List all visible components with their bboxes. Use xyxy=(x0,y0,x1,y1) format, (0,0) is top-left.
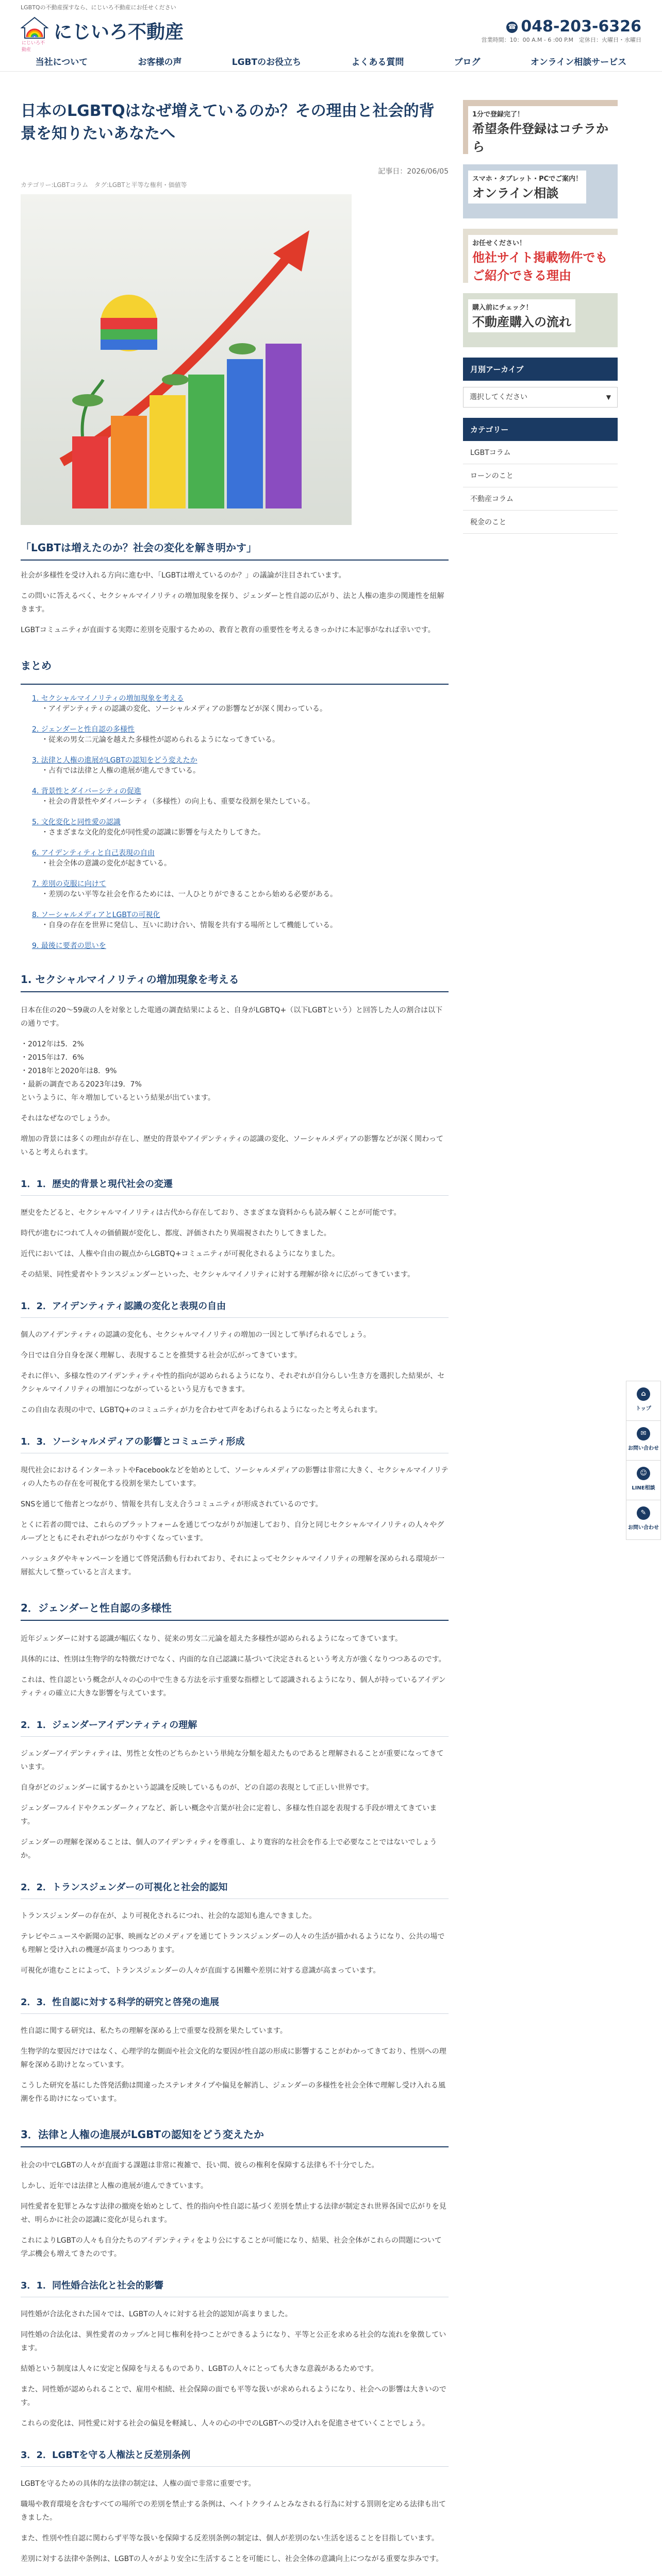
toc-desc: ・さまざまな文化的変化が同性愛の認識に影響を与えたりしてきた。 xyxy=(41,828,265,837)
toc-desc: ・従来の男女二元論を越えた多様性が認められるようになってきている。 xyxy=(41,736,279,744)
category-title: カテゴリー xyxy=(463,418,618,441)
logo[interactable] xyxy=(21,16,184,53)
section-heading: 3．2．LGBTを守る人権法と反差別条例 xyxy=(21,2448,449,2467)
section-paragraph: 差別に対する法律や条例は、LGBTの人々がより安全に生活することを可能にし、社会全体の意識向上につながる重要な歩みです。 xyxy=(21,2555,443,2563)
toc-link[interactable]: 7. 差別の克服に向けて xyxy=(32,880,106,888)
section-paragraph: 今日では自分自身を深く理解し、表現することを推奨する社会が広がってきています。 xyxy=(21,1351,302,1360)
home-icon: ⌂ xyxy=(637,1387,650,1401)
section-heading: 1．3．ソーシャルメディアの影響とコミュニティ形成 xyxy=(21,1434,449,1453)
nav-item-5[interactable]: オンライン相談サービス xyxy=(530,57,627,67)
section-paragraph: 生物学的な要因だけではなく、心理学的な側面や社会文化的な要因が性自認の形成に影響することがわかってきており、性別への理解を深める助けとなっています。 xyxy=(21,2047,446,2069)
toc-link[interactable]: 1. セクシャルマイノリティの増加現象を考える xyxy=(32,694,184,703)
phone-number[interactable] xyxy=(482,18,641,36)
toc-title: まとめ xyxy=(21,659,52,672)
section-paragraph: 社会の中でLGBTの人々が直面する課題は非常に複雑で、長い間、彼らの権利を保障する法律も不十分でした。 xyxy=(21,2161,379,2170)
lead-paragraph: 社会が多様性を受け入れる方向に進む中、「LGBTは増えているのか？」の議論が注目されています。 xyxy=(21,571,346,580)
archive-select-value: 選択してください xyxy=(470,393,527,401)
floating-label: トップ xyxy=(636,1406,651,1412)
chat-icon: ☺ xyxy=(637,1467,650,1480)
section-paragraph: トランスジェンダーの存在が、より可視化されるにつれ、社会的な認知も進んできました。 xyxy=(21,1912,317,1920)
toc-item xyxy=(21,848,449,869)
toc-item xyxy=(21,693,449,715)
section-paragraph: 増加の背景には多くの理由が存在し、歴史的背景やアイデンティティの認識の変化、ソーシャルメディアの影響などが深く関わっていると考えられます。 xyxy=(21,1135,443,1157)
toc-link[interactable]: 6. アイデンティティと自己表現の自由 xyxy=(32,849,155,857)
section-paragraph: 同性婚の合法化は、異性愛者のカップルと同じ権利を持つことができるようになり、平等と公正を求める社会的な流れを象徴しています。 xyxy=(21,2331,446,2352)
floating-button[interactable] xyxy=(626,1420,661,1461)
banner-headline: 希望条件登録はコチラから xyxy=(472,122,608,154)
article xyxy=(21,100,449,2576)
floating-button[interactable] xyxy=(626,1460,661,1500)
tagline: LGBTQの不動産探すなら、にじいろ不動産にお任せください xyxy=(21,4,176,11)
section-paragraph: 近代においては、人権や自由の観点からLGBTQ+コミュニティが可視化されるようになりました。 xyxy=(21,1250,340,1258)
logo-subtext: にじいろ不動産 xyxy=(22,41,45,53)
section-paragraph: ・2012年は5．2% ・2015年は7．6% ・2018年と2020年は8．9% ・最新の調査である2023年は9．7% というように、年々増加しているという結果が出ています。 xyxy=(21,1040,215,1102)
section-heading: 2．1．ジェンダーアイデンティティの理解 xyxy=(21,1718,449,1737)
section-paragraph: これは、性自認という概念が人々の心の中で生きる方法を示す重要な指標として認識されるようになり、個人が持っているアイデンティティの確立に大きな影響を与えています。 xyxy=(21,1676,446,1698)
banner-text xyxy=(468,299,575,332)
article-categories[interactable]: カテゴリー:LGBTコラム タグ:LGBTと平等な権利・価値等 xyxy=(21,181,187,189)
section-paragraph: ジェンダーアイデンティティは、男性と女性のどちらかという単純な分類を超えたものであると理解されることが重要になってきています。 xyxy=(21,1750,444,1771)
mail-icon: ✉ xyxy=(637,1427,650,1440)
section-paragraph: 同性愛者を犯罪とみなす法律の撤廃を始めとして、性的指向や性自認に基づく差別を禁止する法律が制定され世界各国で広がりを見せ、明らかに社会の認識に変化が見られます。 xyxy=(21,2202,446,2224)
section-paragraph: ジェンダーの理解を深めることは、個人のアイデンティティを尊重し、より寛容的な社会を作る上で必要なことではないでしょうか。 xyxy=(21,1838,437,1860)
floating-label: お問い合わせ xyxy=(628,1525,659,1531)
toc-item xyxy=(21,940,449,951)
section-paragraph: また、性別や性自認に関わらず平等な扱いを保障する反差別条例の制定は、個人が差別のない生活を送ることを目指しています。 xyxy=(21,2534,439,2543)
toc-item xyxy=(21,724,449,745)
section-paragraph: SNSを通じて他者とつながり、情報を共有し支え合うコミュニティが形成されているのです。 xyxy=(21,1500,323,1509)
article-date: 記事日：2026/06/05 xyxy=(378,167,449,176)
lead-heading: 「LGBTは増えたのか？社会の変化を解き明かす」 xyxy=(21,541,257,554)
toc-item xyxy=(21,817,449,838)
toc-desc: ・アイデンティティの認識の変化、ソーシャルメディアの影響などが深く関わっている。 xyxy=(41,705,327,713)
banner-kicker: スマホ・タブレット・PCでご案内！ xyxy=(472,175,583,183)
sidebar xyxy=(463,100,618,534)
section-paragraph: 日本在住の20〜59歳の人を対象とした電通の調査結果によると、自身がLGBTQ+（以下LGBTという）と回答した人の割合は以下の通りです。 xyxy=(21,1006,442,1028)
section-paragraph: ハッシュタグやキャンペーンを通じて啓発活動も行われており、それによってセクシャルマイノリティの理解を深められる環境が一層拡大して整っていると言えます。 xyxy=(21,1555,445,1577)
banner-headline: 他社サイト掲載物件でもご紹介できる理由 xyxy=(472,250,608,283)
sidebar-banner[interactable] xyxy=(463,293,618,347)
brand-name: にじいろ不動産 xyxy=(54,21,184,43)
floating-label: LINE相談 xyxy=(632,1485,655,1491)
header xyxy=(0,14,662,53)
lead-body xyxy=(21,569,449,637)
section-paragraph: 近年ジェンダーに対する認識が幅広くなり、従来の男女二元論を超えた多様性が認められるようになってきています。 xyxy=(21,1635,403,1643)
banner-kicker: お任せください！ xyxy=(472,240,526,247)
global-nav xyxy=(0,50,662,72)
archive-title: 月別アーカイブ xyxy=(463,358,618,381)
section-paragraph: しかし、近年では法律と人権の進展が進んできています。 xyxy=(21,2182,208,2190)
chevron-down-icon: ▼ xyxy=(606,394,611,401)
section-heading: 2．2．トランスジェンダーの可視化と社会的認知 xyxy=(21,1880,449,1899)
rainbow-house-icon xyxy=(21,16,48,53)
toc-item xyxy=(21,878,449,900)
nav-item-3[interactable]: よくある質問 xyxy=(351,57,404,67)
banner-headline: オンライン相談 xyxy=(472,186,559,200)
toc-link[interactable]: 9. 最後に要者の思いを xyxy=(32,942,106,950)
table-of-contents xyxy=(21,657,449,951)
sidebar-banner[interactable] xyxy=(463,164,618,218)
form-icon: ✎ xyxy=(637,1506,650,1520)
banner-text xyxy=(468,171,586,204)
category-link[interactable]: LGBTコラム xyxy=(463,441,618,464)
section-paragraph: テレビやニュースや新聞の記事、映画などのメディアを通じてトランスジェンダーの人々の生活が描かれるようになり、公共の場でも理解と受け入れの機運が高まりつつあります。 xyxy=(21,1933,445,1954)
section-paragraph: 個人のアイデンティティの認識の変化も、セクシャルマイノリティの増加の一因として挙げられるでしょう。 xyxy=(21,1331,371,1339)
divider xyxy=(21,684,449,685)
banner-headline: 不動産購入の流れ xyxy=(472,315,571,329)
section-paragraph: 結婚という制度は人々に安定と保障を与えるものであり、LGBTの人々にとっても大きな意義があるためです。 xyxy=(21,2365,378,2373)
toc-item xyxy=(21,909,449,931)
contact xyxy=(482,18,641,44)
section-heading: 1．2．アイデンティティ認識の変化と表現の自由 xyxy=(21,1299,449,1318)
section-paragraph: 自身がどのジェンダーに属するかという認識を反映しているものが、どの自認の表現として正しい世界です。 xyxy=(21,1784,374,1792)
sidebar-banner[interactable] xyxy=(463,229,618,283)
hero-image xyxy=(21,194,352,525)
section-paragraph: 可視化が進むことによって、トランスジェンダーの人々が直面する困難や差別に対する意識が高まっています。 xyxy=(21,1967,380,1975)
topbar xyxy=(0,0,662,14)
section-heading: 3．法律と人権の進展がLGBTの認知をどう変えたか xyxy=(21,2126,449,2147)
phone-text: 048-203-6326 xyxy=(521,18,641,36)
banner-text xyxy=(468,106,618,154)
category-link[interactable]: ローンのこと xyxy=(463,464,618,487)
toc-item xyxy=(21,755,449,776)
section-paragraph: その結果、同性愛者やトランスジェンダーといった、セクシャルマイノリティに対する理解が徐々に広がってきています。 xyxy=(21,1270,415,1279)
nav-item-0[interactable]: 当社について xyxy=(35,57,88,67)
section-heading: 2．3．性自認に対する科学的研究と啓発の進展 xyxy=(21,1995,449,2014)
section-paragraph: それはなぜなのでしょうか。 xyxy=(21,1114,114,1123)
divider xyxy=(21,560,449,561)
banner-kicker: 1分で登録完了！ xyxy=(472,111,524,118)
phone-icon: ☎ xyxy=(506,22,518,33)
floating-button[interactable] xyxy=(626,1381,661,1421)
section-paragraph: こうした研究を基にした啓発活動は間違ったステレオタイプや偏見を解消し、ジェンダーの多様性を社会全体で理解し受け入れる風潮を作る助けになっています。 xyxy=(21,2081,445,2103)
floating-button[interactable] xyxy=(626,1500,661,1540)
floating-menu xyxy=(626,1381,660,1539)
lead-paragraph: この問いに答えるべく、セクシャルマイノリティの増加現象を探り、ジェンダーと性自認の広がり、法と人権の進歩の関連性を紐解きます。 xyxy=(21,592,444,614)
section-paragraph: それに伴い、多様な性のアイデンティティや性的指向が認められるようになり、それぞれが自分らしい生き方を選択した結果が、セクシャルマイノリティの増加につながっているという見方もできます。 xyxy=(21,1372,445,1394)
toc-item xyxy=(21,786,449,807)
toc-desc: ・自身の存在を世界に発信し、互いに助け合い、情報を共有する場所として機能している。 xyxy=(41,921,337,929)
business-hours: 営業時間：10：00 A.M - 6 :00 P.M 定休日：火曜日・水曜日 xyxy=(481,37,641,43)
toc-link[interactable]: 8. ソーシャルメディアとLGBTの可視化 xyxy=(32,911,160,919)
nav-item-2[interactable]: LGBTのお役立ち xyxy=(231,57,302,67)
toc-desc: ・社会全体の意識の変化が起きている。 xyxy=(41,859,171,868)
section-paragraph: これによりLGBTの人々も自分たちのアイデンティティをより公にすることが可能になり、結果、社会全体がこれらの問題について学ぶ機会も増えてきたのです。 xyxy=(21,2236,442,2258)
toc-link[interactable]: 5. 文化変化と同性愛の認識 xyxy=(32,818,121,826)
article-title: 日本のLGBTQはなぜ増えているのか？その理由と社会的背景を知りたいあなたへ xyxy=(21,102,435,143)
section-paragraph: 職場や教育環境を含むすべての場所での差別を禁止する条例は、ヘイトクライムとみなされる行為に対する罰則を定める法律も出てきました。 xyxy=(21,2500,446,2522)
section-paragraph: 具体的には、性別は生物学的な特徴だけでなく、内面的な自己認識に基づいて決定されるという考え方が強くなりつつあるのです。 xyxy=(21,1655,446,1664)
toc-link[interactable]: 4. 背景性とダイバーシティの促進 xyxy=(32,787,141,795)
toc-desc: ・占有では法律と人権の進展が進んできている。 xyxy=(41,767,200,775)
section-paragraph: 同性婚が合法化された国々では、LGBTの人々に対する社会的認知が高まりました。 xyxy=(21,2310,292,2318)
section-heading: 1．1．歴史的背景と現代社会の変遷 xyxy=(21,1177,449,1196)
archive-select[interactable] xyxy=(463,387,618,408)
rainbow-bars-illustration xyxy=(21,194,352,525)
banner-kicker: 購入前にチェック！ xyxy=(472,304,533,312)
section-heading: 1. セクシャルマイノリティの増加現象を考える xyxy=(21,971,449,992)
toc-desc: ・差別のない平等な社会を作るためには、一人ひとりができることから始める必要がある。 xyxy=(41,890,337,899)
sidebar-banner[interactable] xyxy=(463,100,618,154)
section-paragraph: 現代社会におけるインターネットやFacebookなどを始めとして、ソーシャルメディアの影響は非常に大きく、セクシャルマイノリティの人たちの存在を可視化する役割を果たしています。 xyxy=(21,1466,449,1488)
section-paragraph: また、同性婚が認められることで、雇用や相続、社会保障の面でも平等な扱いが求められるようになり、社会への影響は大きいのです。 xyxy=(21,2385,446,2407)
nav-item-1[interactable]: お客様の声 xyxy=(138,57,182,67)
floating-label: お問い合わせ xyxy=(628,1446,659,1451)
toc-link[interactable]: 3. 法律と人権の進展がLGBTの認知をどう変えたか xyxy=(32,756,197,765)
section-heading: 3．1．同性婚合法化と社会的影響 xyxy=(21,2278,449,2297)
section-paragraph: ジェンダーフルイドやクエンダークィアなど、新しい概念や言葉が社会に定着し、多様な性自認を表現する手段が増えてきています。 xyxy=(21,1804,437,1826)
category-link[interactable]: 不動産コラム xyxy=(463,487,618,511)
toc-link[interactable]: 2. ジェンダーと性自認の多様性 xyxy=(32,725,135,734)
section-paragraph: LGBTを守るための具体的な法律の制定は、人権の面で非常に重要です。 xyxy=(21,2480,256,2488)
section-paragraph: この自由な表現の中で、LGBTQ+のコミュニティが力を合わせて声をあげられるようになったと考えられます。 xyxy=(21,1406,382,1414)
section-paragraph: 時代が進むにつれて人々の価値観が変化し、都度、評価されたり異端視されたりしてきました。 xyxy=(21,1229,331,1238)
toc-desc: ・社会の背景性やダイバーシティ（多様性）の向上も、重要な役割を果たしている。 xyxy=(41,798,315,806)
nav-item-4[interactable]: ブログ xyxy=(454,57,481,67)
section-paragraph: これらの変化は、同性愛に対する社会の偏見を軽減し、人々の心の中でのLGBTへの受け入れを促進させていくことでしょう。 xyxy=(21,2419,429,2428)
section-paragraph: とくに若者の間では、これらのプラットフォームを通じてつながりが加速しており、自分と同じセクシャルマイノリティの人々やグループとともにそれぞれがつながりやすくなっています。 xyxy=(21,1521,444,1543)
lead-paragraph: LGBTコミュニティが直面する実際に差別を克服するための、教育と教育の重要性を考えるきっかけに本記事がなれば幸いです。 xyxy=(21,626,435,634)
banner-text xyxy=(468,235,618,283)
section-heading: 2．ジェンダーと性自認の多様性 xyxy=(21,1600,449,1621)
section-paragraph: 性自認に関する研究は、私たちの理解を深める上で重要な役割を果たしています。 xyxy=(21,2027,287,2035)
section-paragraph: 歴史をたどると、セクシャルマイノリティは古代から存在しており、さまざまな資料からも読み解くことが可能です。 xyxy=(21,1209,401,1217)
category-link[interactable]: 税金のこと xyxy=(463,511,618,534)
